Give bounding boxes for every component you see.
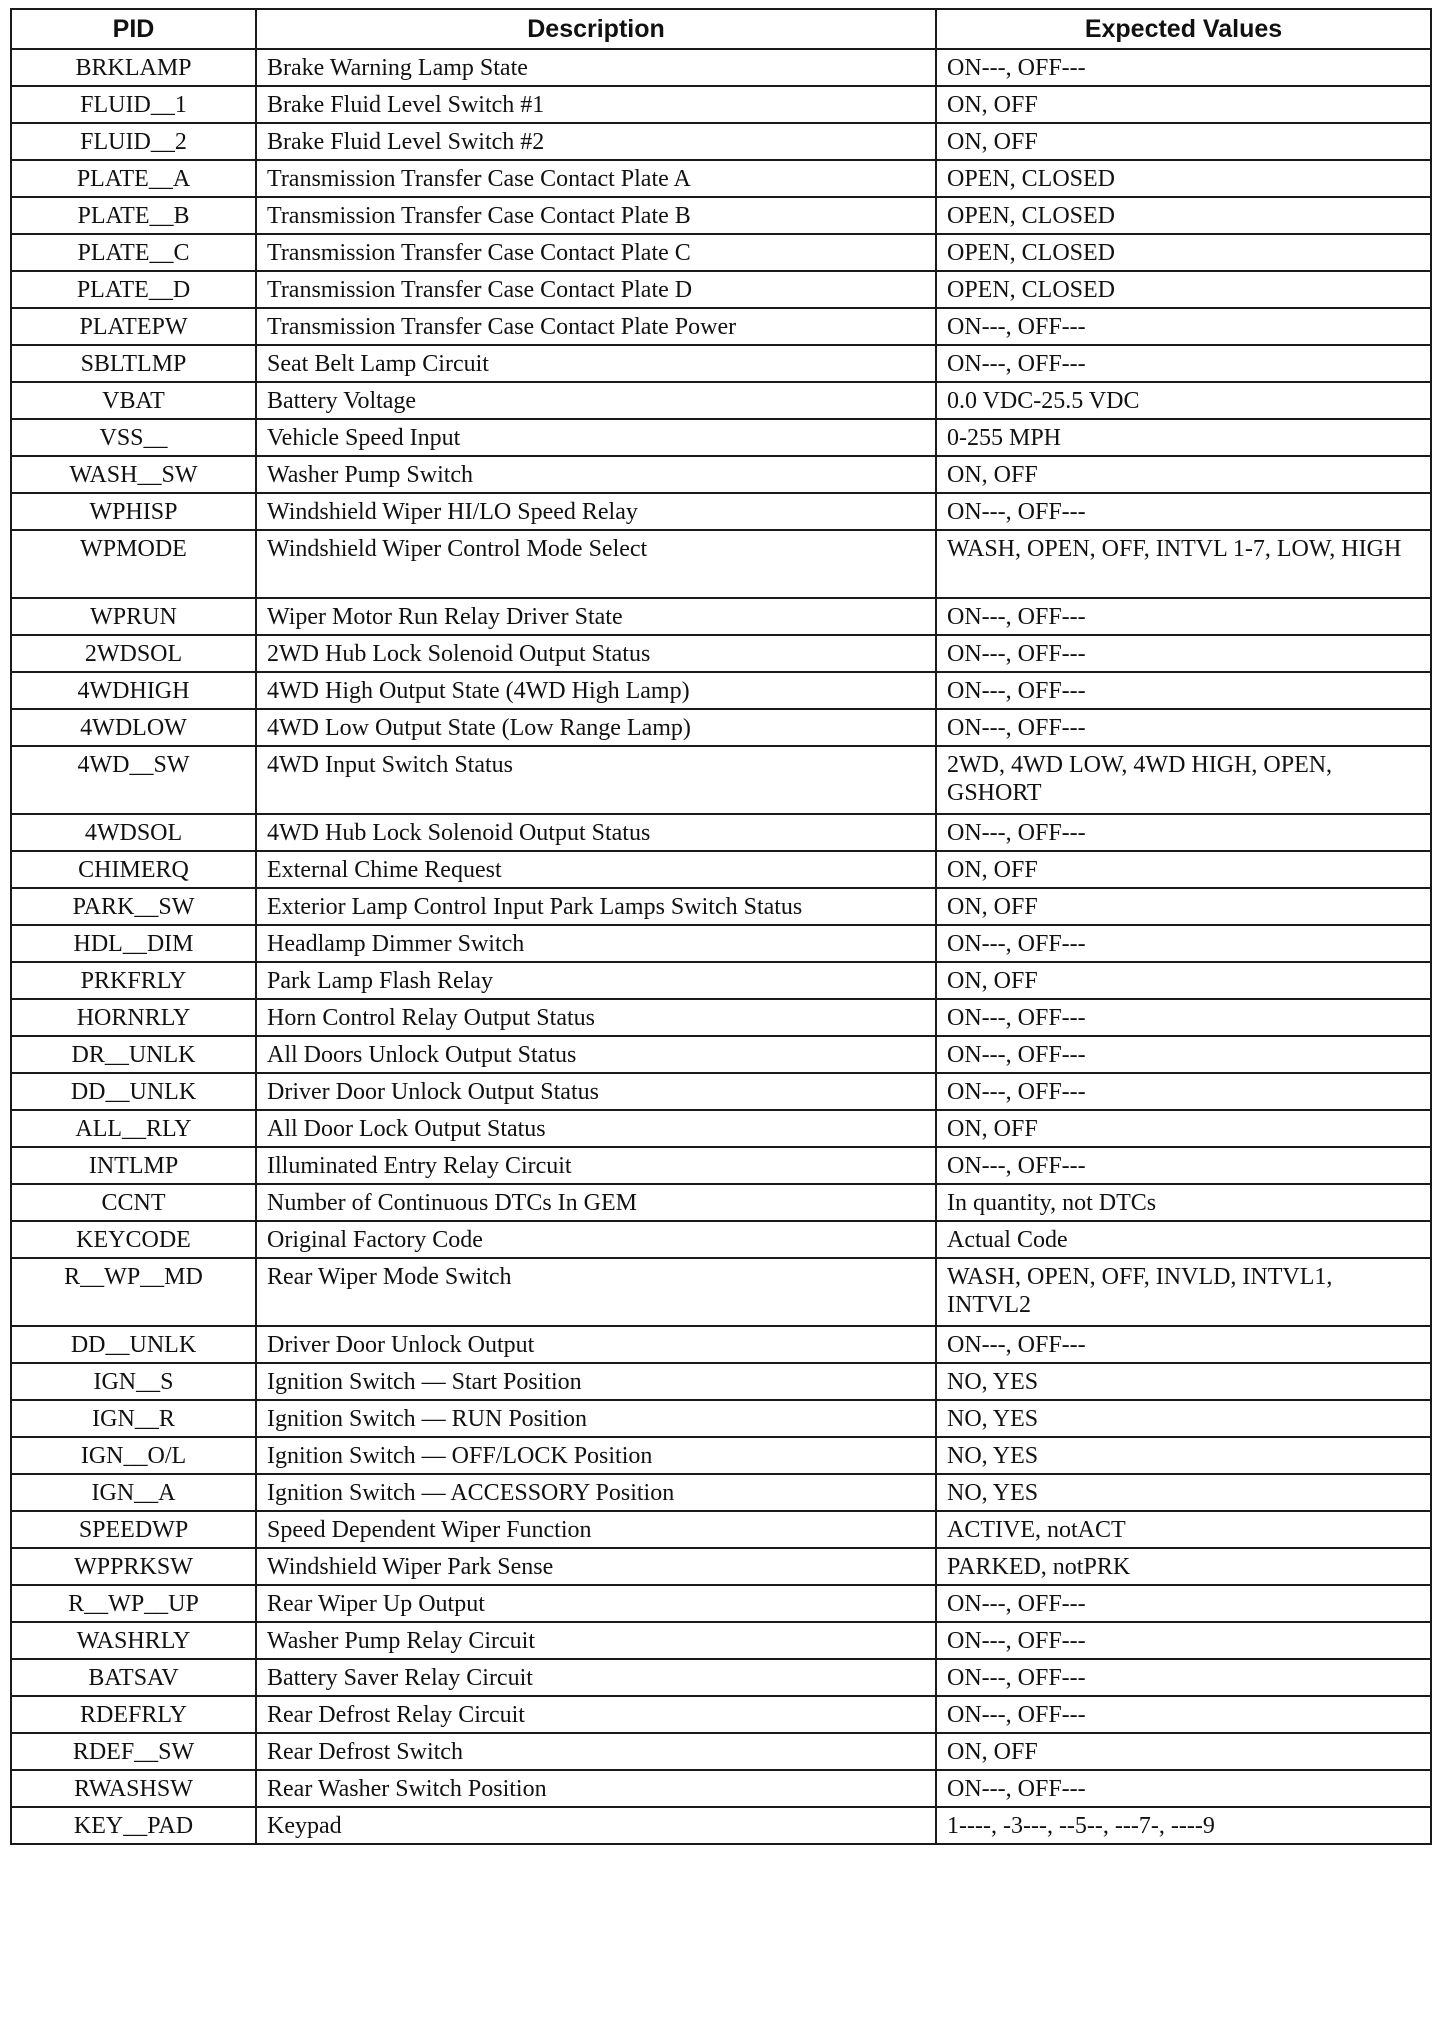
description-column-header: Description [256,9,936,49]
pid-cell: SBLTLMP [11,345,256,382]
pid-cell: IGN__O/L [11,1437,256,1474]
expected-values-cell: ON---, OFF--- [936,1770,1431,1807]
expected-values-cell: ON---, OFF--- [936,814,1431,851]
expected-values-cell: 0-255 MPH [936,419,1431,456]
table-row [11,1036,1431,1073]
description-cell: Horn Control Relay Output Status [256,999,936,1036]
pid-cell: PLATEPW [11,308,256,345]
description-cell: 4WD High Output State (4WD High Lamp) [256,672,936,709]
pid-cell: PARK__SW [11,888,256,925]
description-cell: Battery Saver Relay Circuit [256,1659,936,1696]
description-cell: Ignition Switch — Start Position [256,1363,936,1400]
description-cell: Transmission Transfer Case Contact Plate Power [256,308,936,345]
table-row [11,851,1431,888]
description-cell: Ignition Switch — OFF/LOCK Position [256,1437,936,1474]
table-row [11,925,1431,962]
expected-values-cell: ACTIVE, notACT [936,1511,1431,1548]
table-row [11,635,1431,672]
pid-cell: PLATE__D [11,271,256,308]
expected-values-cell: ON---, OFF--- [936,1585,1431,1622]
pid-cell: CHIMERQ [11,851,256,888]
pid-cell: INTLMP [11,1147,256,1184]
expected-values-cell: 1----, -3---, --5--, ---7-, ----9 [936,1807,1431,1844]
table-row [11,1659,1431,1696]
table-row [11,1110,1431,1147]
table-row [11,160,1431,197]
pid-table [10,8,1432,1845]
pid-cell: SPEEDWP [11,1511,256,1548]
expected-values-cell: ON, OFF [936,888,1431,925]
description-cell: Transmission Transfer Case Contact Plate D [256,271,936,308]
table-row [11,271,1431,308]
table-row [11,86,1431,123]
expected-values-cell: PARKED, notPRK [936,1548,1431,1585]
table-row [11,1437,1431,1474]
expected-values-cell: WASH, OPEN, OFF, INVLD, INTVL1, INTVL2 [936,1258,1431,1326]
pid-cell: 4WDHIGH [11,672,256,709]
table-row [11,234,1431,271]
table-row [11,746,1431,814]
pid-cell: DD__UNLK [11,1073,256,1110]
expected-values-cell: ON, OFF [936,456,1431,493]
description-cell: Original Factory Code [256,1221,936,1258]
expected-values-cell: ON, OFF [936,86,1431,123]
description-cell: Transmission Transfer Case Contact Plate B [256,197,936,234]
table-row [11,530,1431,598]
table-row [11,1258,1431,1326]
description-cell: Brake Warning Lamp State [256,49,936,86]
pid-cell: WPRUN [11,598,256,635]
expected-values-cell: ON---, OFF--- [936,493,1431,530]
description-cell: Illuminated Entry Relay Circuit [256,1147,936,1184]
description-cell: Driver Door Unlock Output Status [256,1073,936,1110]
expected-values-cell: ON---, OFF--- [936,598,1431,635]
description-cell: Transmission Transfer Case Contact Plate C [256,234,936,271]
description-cell: 4WD Input Switch Status [256,746,936,814]
description-cell: Park Lamp Flash Relay [256,962,936,999]
pid-cell: WPMODE [11,530,256,598]
expected-values-cell: ON, OFF [936,1733,1431,1770]
table-row [11,1326,1431,1363]
expected-values-cell: ON---, OFF--- [936,1036,1431,1073]
pid-cell: R__WP__UP [11,1585,256,1622]
pid-cell: IGN__A [11,1474,256,1511]
pid-cell: PLATE__A [11,160,256,197]
pid-cell: WPPRKSW [11,1548,256,1585]
description-cell: Headlamp Dimmer Switch [256,925,936,962]
expected-values-cell: ON---, OFF--- [936,1696,1431,1733]
pid-cell: HORNRLY [11,999,256,1036]
pid-cell: VBAT [11,382,256,419]
pid-cell: RWASHSW [11,1770,256,1807]
pid-cell: IGN__R [11,1400,256,1437]
description-cell: Driver Door Unlock Output [256,1326,936,1363]
table-row [11,888,1431,925]
description-cell: Washer Pump Relay Circuit [256,1622,936,1659]
expected-values-cell: OPEN, CLOSED [936,197,1431,234]
description-cell: Rear Defrost Relay Circuit [256,1696,936,1733]
pid-cell: KEY__PAD [11,1807,256,1844]
table-row [11,345,1431,382]
expected-values-cell: ON, OFF [936,851,1431,888]
pid-cell: PLATE__B [11,197,256,234]
pid-cell: FLUID__1 [11,86,256,123]
table-row [11,1184,1431,1221]
pid-cell: DR__UNLK [11,1036,256,1073]
description-cell: Washer Pump Switch [256,456,936,493]
pid-cell: BATSAV [11,1659,256,1696]
pid-cell: RDEF__SW [11,1733,256,1770]
pid-cell: CCNT [11,1184,256,1221]
pid-cell: WASH__SW [11,456,256,493]
description-cell: 4WD Low Output State (Low Range Lamp) [256,709,936,746]
description-cell: Keypad [256,1807,936,1844]
description-cell: Transmission Transfer Case Contact Plate A [256,160,936,197]
pid-cell: RDEFRLY [11,1696,256,1733]
expected-values-cell: 2WD, 4WD LOW, 4WD HIGH, OPEN, GSHORT [936,746,1431,814]
expected-values-cell: ON---, OFF--- [936,635,1431,672]
description-cell: Brake Fluid Level Switch #2 [256,123,936,160]
pid-cell: DD__UNLK [11,1326,256,1363]
table-row [11,1511,1431,1548]
description-cell: Brake Fluid Level Switch #1 [256,86,936,123]
table-row [11,1221,1431,1258]
description-cell: Rear Defrost Switch [256,1733,936,1770]
expected-values-cell: NO, YES [936,1474,1431,1511]
pid-cell: PRKFRLY [11,962,256,999]
pid-cell: WASHRLY [11,1622,256,1659]
description-cell: Vehicle Speed Input [256,419,936,456]
pid-cell: FLUID__2 [11,123,256,160]
table-row [11,1548,1431,1585]
expected-values-cell: ON---, OFF--- [936,49,1431,86]
expected-values-cell: WASH, OPEN, OFF, INTVL 1-7, LOW, HIGH [936,530,1431,598]
table-row [11,814,1431,851]
expected-values-cell: ON---, OFF--- [936,672,1431,709]
expected-values-cell: ON---, OFF--- [936,345,1431,382]
table-row [11,1585,1431,1622]
description-cell: Rear Washer Switch Position [256,1770,936,1807]
table-row [11,493,1431,530]
table-row [11,672,1431,709]
table-row [11,999,1431,1036]
header-row [11,9,1431,49]
expected-values-cell: ON---, OFF--- [936,1622,1431,1659]
table-header [11,9,1431,49]
description-cell: Number of Continuous DTCs In GEM [256,1184,936,1221]
expected-values-cell: ON---, OFF--- [936,925,1431,962]
table-body [11,49,1431,1844]
description-cell: Windshield Wiper HI/LO Speed Relay [256,493,936,530]
table-row [11,1147,1431,1184]
pid-cell: 4WDLOW [11,709,256,746]
description-cell: Windshield Wiper Control Mode Select [256,530,936,598]
table-row [11,1363,1431,1400]
table-row [11,1400,1431,1437]
table-row [11,1696,1431,1733]
expected-values-cell: ON---, OFF--- [936,709,1431,746]
expected-values-cell: ON---, OFF--- [936,1073,1431,1110]
table-row [11,1622,1431,1659]
pid-column-header: PID [11,9,256,49]
description-cell: Battery Voltage [256,382,936,419]
expected-values-cell: ON---, OFF--- [936,1326,1431,1363]
description-cell: 2WD Hub Lock Solenoid Output Status [256,635,936,672]
expected-values-cell: NO, YES [936,1363,1431,1400]
expected-values-cell: NO, YES [936,1400,1431,1437]
pid-cell: HDL__DIM [11,925,256,962]
description-cell: 4WD Hub Lock Solenoid Output Status [256,814,936,851]
description-cell: Rear Wiper Mode Switch [256,1258,936,1326]
table-row [11,382,1431,419]
description-cell: Ignition Switch — ACCESSORY Position [256,1474,936,1511]
pid-cell: PLATE__C [11,234,256,271]
expected-values-cell: In quantity, not DTCs [936,1184,1431,1221]
description-cell: Exterior Lamp Control Input Park Lamps Switch Status [256,888,936,925]
description-cell: Ignition Switch — RUN Position [256,1400,936,1437]
document-page [10,8,1430,1845]
description-cell: Windshield Wiper Park Sense [256,1548,936,1585]
description-cell: Wiper Motor Run Relay Driver State [256,598,936,635]
table-row [11,1073,1431,1110]
expected-values-cell: 0.0 VDC-25.5 VDC [936,382,1431,419]
table-row [11,308,1431,345]
table-row [11,1474,1431,1511]
expected-values-cell: ON---, OFF--- [936,1147,1431,1184]
table-row [11,197,1431,234]
table-row [11,1770,1431,1807]
description-cell: Rear Wiper Up Output [256,1585,936,1622]
pid-cell: WPHISP [11,493,256,530]
expected-values-column-header: Expected Values [936,9,1431,49]
pid-cell: ALL__RLY [11,1110,256,1147]
description-cell: All Door Lock Output Status [256,1110,936,1147]
description-cell: External Chime Request [256,851,936,888]
table-row [11,123,1431,160]
pid-cell: R__WP__MD [11,1258,256,1326]
pid-cell: BRKLAMP [11,49,256,86]
pid-cell: 4WD__SW [11,746,256,814]
table-row [11,49,1431,86]
description-cell: Seat Belt Lamp Circuit [256,345,936,382]
expected-values-cell: ON---, OFF--- [936,1659,1431,1696]
expected-values-cell: Actual Code [936,1221,1431,1258]
expected-values-cell: OPEN, CLOSED [936,160,1431,197]
expected-values-cell: NO, YES [936,1437,1431,1474]
pid-cell: VSS__ [11,419,256,456]
pid-cell: 2WDSOL [11,635,256,672]
table-row [11,709,1431,746]
table-row [11,1733,1431,1770]
table-row [11,456,1431,493]
pid-cell: KEYCODE [11,1221,256,1258]
description-cell: All Doors Unlock Output Status [256,1036,936,1073]
description-cell: Speed Dependent Wiper Function [256,1511,936,1548]
expected-values-cell: ON, OFF [936,1110,1431,1147]
expected-values-cell: OPEN, CLOSED [936,271,1431,308]
pid-cell: IGN__S [11,1363,256,1400]
expected-values-cell: ON---, OFF--- [936,308,1431,345]
table-row [11,419,1431,456]
pid-cell: 4WDSOL [11,814,256,851]
table-row [11,1807,1431,1844]
expected-values-cell: ON---, OFF--- [936,999,1431,1036]
table-row [11,962,1431,999]
expected-values-cell: ON, OFF [936,962,1431,999]
table-row [11,598,1431,635]
expected-values-cell: ON, OFF [936,123,1431,160]
expected-values-cell: OPEN, CLOSED [936,234,1431,271]
